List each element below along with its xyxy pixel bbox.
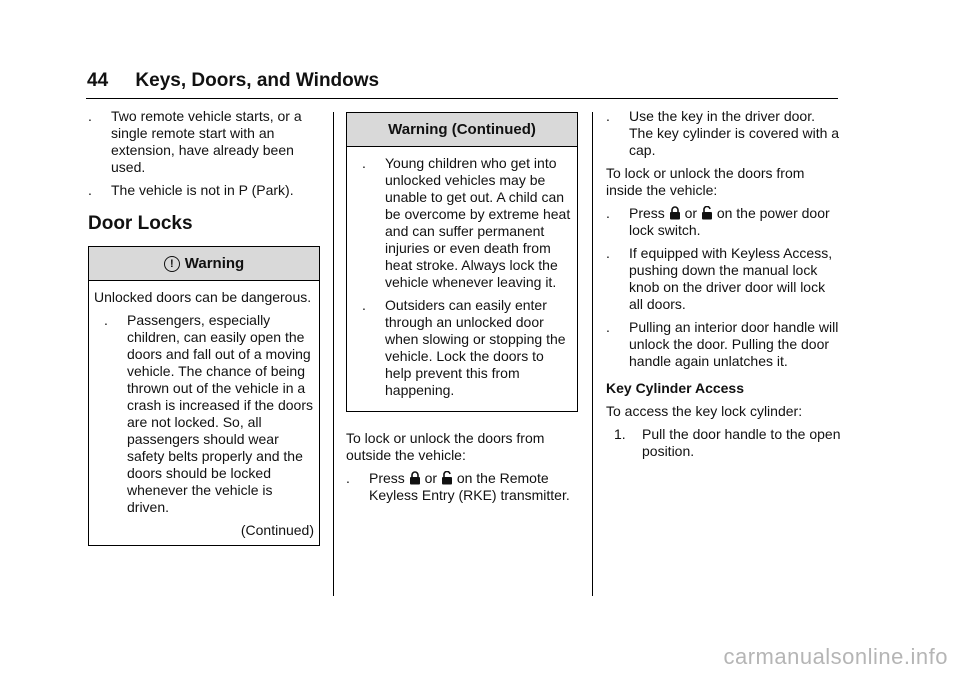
numbered-step: 1. Pull the door handle to the open position. bbox=[614, 426, 841, 459]
page-header bbox=[87, 70, 379, 92]
chapter-title: Keys, Doors, and Windows bbox=[135, 70, 380, 91]
lock-icon bbox=[409, 471, 421, 485]
list-item: . If equipped with Keyless Access, pushing down the manual lock knob on the driver door will lock all doors. bbox=[606, 245, 833, 312]
list-item: . Use the key in the driver door. The key cylinder is covered with a cap. bbox=[606, 108, 840, 158]
column-2 bbox=[346, 108, 578, 510]
paragraph: To access the key lock cylinder: bbox=[606, 403, 803, 419]
column-3 bbox=[606, 108, 842, 460]
bullet-marker: . bbox=[362, 297, 366, 313]
bullet-marker: . bbox=[606, 205, 610, 221]
list-item: . Pulling an interior door handle will unlock the door. Pulling the door handle again unlatches it. bbox=[606, 319, 839, 369]
list-item: . Young children who get into unlocked vehicles may be unable to get out. A child can be overcome by extreme heat and can suffer permanent injuries or even death from heat stroke. Always lock the vehicle whenever leaving it. bbox=[362, 155, 571, 290]
list-item: . Outsiders can easily enter through an unlocked door when slowing or stopping the vehicle. Lock the doors to help prevent this from happening. bbox=[362, 297, 566, 398]
bullet-marker: . bbox=[104, 312, 108, 328]
unlock-icon bbox=[441, 471, 453, 485]
list-item: . Press or on the Remote Keyless Entry (RKE) transmitter. bbox=[346, 470, 570, 503]
list-item: . The vehicle is not in P (Park). bbox=[88, 182, 294, 198]
bullet-marker: . bbox=[362, 155, 366, 171]
unlock-icon bbox=[701, 206, 713, 220]
section-title: Door Locks bbox=[88, 213, 193, 234]
list-item: . Two remote vehicle starts, or a single remote start with an extension, have already been used. bbox=[88, 108, 302, 175]
list-item: . Press or on the power door lock switch. bbox=[606, 205, 830, 238]
warning-header: ! Warning bbox=[89, 247, 319, 281]
step-number: 1. bbox=[614, 426, 626, 442]
subheading: Key Cylinder Access bbox=[606, 380, 744, 396]
paragraph: To lock or unlock the doors from inside the vehicle: bbox=[606, 165, 805, 198]
bullet-marker: . bbox=[606, 319, 610, 335]
column-divider-1 bbox=[333, 112, 334, 596]
bullet-marker: . bbox=[88, 182, 92, 198]
warning-intro: Unlocked doors can be dangerous. bbox=[94, 289, 312, 305]
watermark: carmanualsonline.info bbox=[723, 644, 948, 669]
header-rule bbox=[86, 98, 838, 99]
warning-header: Warning (Continued) bbox=[347, 113, 577, 147]
paragraph: To lock or unlock the doors from outside the vehicle: bbox=[346, 430, 545, 463]
bullet-marker: . bbox=[606, 108, 610, 124]
list-item: . Passengers, especially children, can easily open the doors and fall out of a moving vehicle. The chance of being thrown out of the vehicle in a crash is increased if the doors are not locked. So, all passengers should wear safety belts properly and the doors should be locked whenever the vehicle is driven. bbox=[104, 312, 313, 515]
column-divider-2 bbox=[592, 112, 593, 596]
lock-icon bbox=[669, 206, 681, 220]
bullet-marker: . bbox=[606, 245, 610, 261]
column-1 bbox=[88, 108, 320, 546]
bullet-marker: . bbox=[346, 470, 350, 486]
warning-box-continued bbox=[346, 112, 578, 412]
continued-label: (Continued) bbox=[240, 522, 314, 538]
warning-body bbox=[347, 147, 577, 411]
warning-body bbox=[89, 281, 319, 545]
warning-box bbox=[88, 246, 320, 546]
warning-icon: ! bbox=[164, 256, 180, 272]
bullet-marker: . bbox=[88, 108, 92, 124]
page-number: 44 bbox=[87, 70, 109, 91]
